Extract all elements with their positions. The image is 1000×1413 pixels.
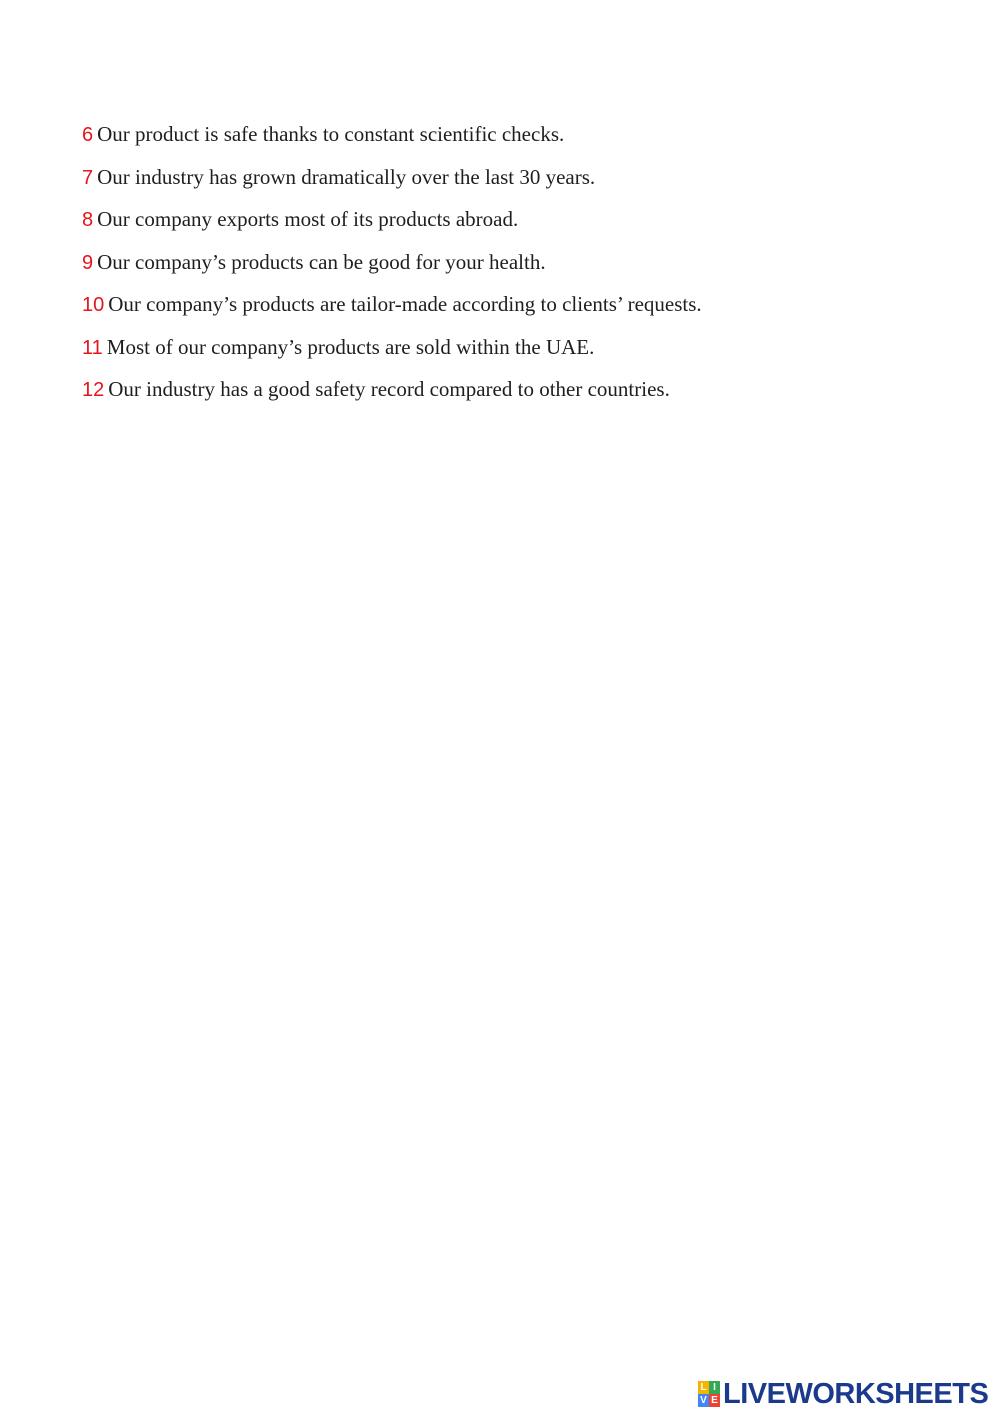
statement-text: Our product is safe thanks to constant scientific checks.	[97, 122, 565, 146]
statement-number: 11	[82, 336, 103, 359]
statement-text: Our company’s products can be good for your health.	[97, 249, 546, 274]
statement-number: 6	[82, 124, 94, 146]
logo-cell-l: L	[698, 1381, 709, 1394]
liveworksheets-logo[interactable]	[698, 1379, 988, 1409]
liveworksheets-logo-icon	[698, 1381, 720, 1407]
statement-list	[82, 119, 962, 417]
statement-10	[82, 289, 962, 332]
logo-cell-i: I	[709, 1381, 720, 1394]
statement-6	[82, 119, 962, 162]
statement-7	[82, 162, 962, 205]
liveworksheets-logo-text: LIVEWORKSHEETS	[723, 1378, 989, 1410]
statement-text: Our company exports most of its products abroad.	[97, 207, 519, 231]
statement-11	[82, 332, 962, 375]
statement-8	[82, 204, 962, 247]
statement-number: 8	[82, 209, 94, 231]
logo-cell-e: E	[709, 1394, 720, 1407]
statement-12	[82, 374, 962, 417]
logo-cell-v: V	[698, 1394, 709, 1407]
statement-number: 7	[82, 166, 94, 189]
statement-number: 10	[82, 294, 105, 316]
statement-text: Our company’s products are tailor-made according to clients’ requests.	[108, 292, 702, 316]
statement-9	[82, 247, 962, 290]
statement-number: 9	[82, 251, 94, 274]
statement-text: Our industry has a good safety record compared to other countries.	[108, 377, 670, 401]
statement-text: Most of our company’s products are sold within the UAE.	[106, 334, 595, 359]
statement-text: Our industry has grown dramatically over the last 30 years.	[97, 164, 596, 189]
statement-number: 12	[82, 379, 105, 401]
